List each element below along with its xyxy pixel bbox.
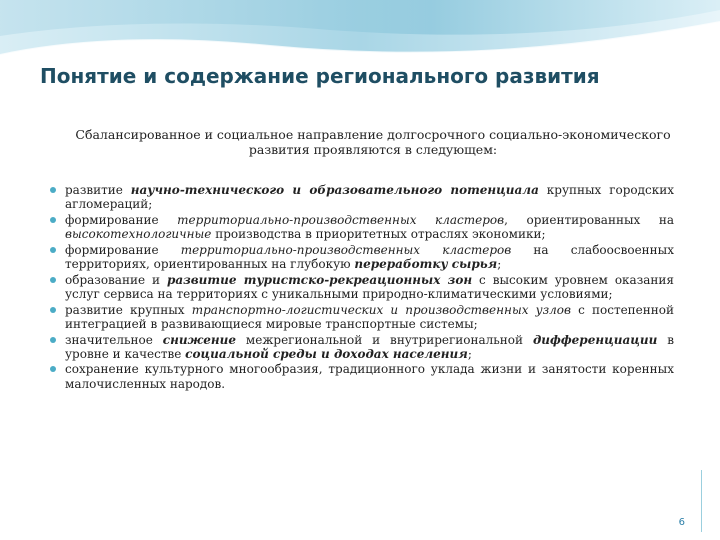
bullet-text-segment: производства в приоритетных отраслях экономики; bbox=[211, 227, 546, 242]
bullet-text-segment: территориально-производственных кластеров bbox=[180, 242, 512, 257]
bullet-dot-icon bbox=[50, 366, 56, 372]
page-number: 6 bbox=[678, 517, 685, 528]
bullet-text-segment: образование и bbox=[65, 272, 167, 287]
bullet-text-segment: развитие bbox=[65, 183, 131, 197]
bullet-text-segment: значительное bbox=[65, 332, 163, 347]
bullet-text-segment: с высоким уровнем оказания услуг сервиса на территориях с уникальными природно-климатическими условиями; bbox=[65, 272, 674, 301]
bullet-dot-icon bbox=[50, 277, 56, 283]
bullet-text-segment: крупных городских агломераций; bbox=[65, 183, 675, 212]
bullet-list bbox=[48, 183, 674, 392]
bullet-text-segment: , ориентированных на bbox=[504, 212, 674, 227]
bullet-text-segment: территориально-производственных кластеров bbox=[177, 212, 505, 227]
bullet-text-segment: высокотехнологичные bbox=[65, 227, 212, 242]
bullet-text-segment: формирование bbox=[65, 242, 181, 257]
bullet-text-segment: переработку сырья bbox=[354, 257, 498, 272]
bullet-text-segment: транспортно-логистических и производственных узлов bbox=[191, 302, 571, 317]
bullet-text-segment: на слабоосвоенных территориях, ориентированных на глубокую bbox=[65, 242, 674, 272]
bullet-text-segment: формирование bbox=[65, 212, 178, 227]
intro-text: Сбалансированное и социальное направление долгосрочного социально-экономического развития проявляются в следующем: bbox=[75, 127, 671, 157]
bullet-item bbox=[48, 243, 674, 271]
bullet-item bbox=[48, 273, 674, 301]
bullet-text-segment: межрегиональной и внутрирегиональной bbox=[235, 332, 533, 347]
bullet-dot-icon bbox=[50, 217, 56, 223]
bullet-text-segment: дифференциации bbox=[532, 332, 658, 347]
bullet-item bbox=[48, 213, 674, 241]
bullet-text-segment: в уровне и качестве bbox=[65, 332, 674, 361]
bullet-dot-icon bbox=[50, 337, 56, 343]
bullet-dot-icon bbox=[50, 187, 56, 193]
bullet-item bbox=[48, 362, 674, 390]
bullet-text-segment: ; bbox=[467, 346, 472, 361]
bullet-item bbox=[48, 303, 674, 331]
bullet-text-segment: социальной среды и доходах населения bbox=[185, 346, 468, 361]
bullet-item bbox=[48, 183, 674, 211]
bullet-text-segment: снижение bbox=[162, 332, 236, 347]
footer-divider bbox=[701, 470, 702, 532]
bullet-text-segment: развитие туристско-рекреационных зон bbox=[166, 272, 473, 287]
bullet-text-segment: ; bbox=[497, 257, 502, 272]
bullet-item bbox=[48, 333, 674, 361]
bullet-text-segment: с постепенной интеграцией в развивающиеся мировые транспортные системы; bbox=[65, 302, 674, 331]
bullet-text-segment: научно-технического и образовательного потенциала bbox=[130, 183, 539, 197]
bullet-text-segment: сохранение культурного многообразия, традиционного уклада жизни и занятости коренных малочисленных народов. bbox=[65, 362, 674, 391]
bullet-dot-icon bbox=[50, 307, 56, 313]
page-title: Понятие и содержание регионального развития bbox=[40, 64, 600, 88]
bullet-dot-icon bbox=[50, 247, 56, 253]
bullet-text-segment: развитие крупных bbox=[65, 302, 192, 317]
